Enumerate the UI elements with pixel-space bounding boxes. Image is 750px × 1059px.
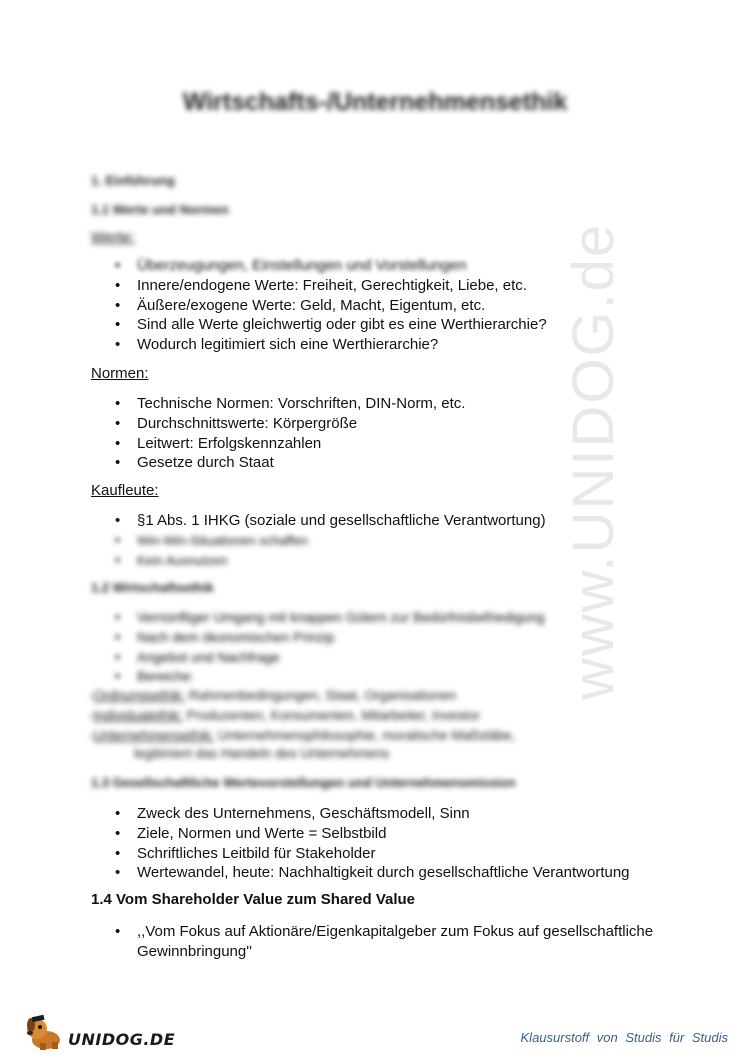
list-item: • Vernünftiger Umgang mit knappen Gütern zur Bedürfnisbefriedigung [91, 608, 691, 628]
normen-label: Normen: [91, 365, 149, 382]
description: Produzenten, Konsumenten, Mitarbeiter, Investor [182, 708, 480, 723]
list-item: • Durchschnittswerte: Körpergröße [91, 414, 691, 434]
list-item: • Wodurch legitimiert sich eine Werthierarchie? [91, 335, 691, 355]
section-heading-1-4: 1.4 Vom Shareholder Value zum Shared Value [91, 891, 416, 908]
quote-line-2: Gewinnbringung'' [137, 942, 252, 960]
list-item: • Überzeugungen, Einstellungen und Vorstellungen [91, 256, 691, 276]
list-item: • Gesetze durch Staat [91, 453, 691, 473]
list-item: • Leitwert: Erfolgskennzahlen [91, 434, 691, 454]
bereich-individualethik: -Individualethik: Produzenten, Konsumenten, Mitarbeiter, Investor [89, 708, 480, 723]
list-item: • Zweck des Unternehmens, Geschäftsmodell, Sinn [91, 804, 691, 824]
section-heading-1-2: 1.2 Wirtschaftsethik [91, 580, 214, 595]
list-item: • Schriftliches Leitbild für Stakeholder [91, 844, 691, 864]
term: Ordnungsethik: [93, 688, 186, 703]
description: Unternehmensphilosophie, moralische Maßstäbe, [214, 728, 516, 743]
term: Individualethik: [93, 708, 183, 723]
bereich-ordnungsethik: -Ordnungsethik: Rahmenbedingungen, Staat, Organisationen [89, 688, 457, 703]
kaufleute-list [91, 511, 691, 570]
list-item: • Wertewandel, heute: Nachhaltigkeit durch gesellschaftliche Verantwortung [91, 863, 691, 883]
list-item: • Angebot und Nachfrage [91, 648, 691, 668]
dog-mascot-icon [22, 1012, 68, 1052]
list-item: • Äußere/exogene Werte: Geld, Macht, Eigentum, etc. [91, 296, 691, 316]
list-item: • Nach dem ökonomischen Prinzip [91, 628, 691, 648]
list-item: • Technische Normen: Vorschriften, DIN-Norm, etc. [91, 394, 691, 414]
list-item: • Kein Ausnutzen [91, 551, 691, 571]
term: Unternehmensethik: [93, 728, 215, 743]
section-heading-1-1: 1.1 Werte und Normen [91, 202, 229, 217]
bereich-unternehmensethik: -Unternehmensethik: Unternehmensphilosophie, moralische Maßstäbe, [89, 728, 516, 743]
mission-list [91, 804, 691, 883]
kaufleute-label: Kaufleute: [91, 482, 159, 499]
quote-line-1: ,,Vom Fokus auf Aktionäre/Eigenkapitalgeber zum Fokus auf gesellschaftliche [137, 923, 654, 940]
footer-tagline: Klausurstoff von Studis für Studis [520, 1030, 728, 1045]
werte-label: Werte: [91, 229, 135, 246]
list-item: • Win-Win-Situationen schaffen [91, 531, 691, 551]
list-item: • Ziele, Normen und Werte = Selbstbild [91, 824, 691, 844]
list-item: • §1 Abs. 1 IHKG (soziale und gesellschaftliche Verantwortung) [91, 511, 691, 531]
list-item: • Bereiche: [91, 667, 691, 687]
list-item [91, 922, 691, 961]
list-item: • Sind alle Werte gleichwertig oder gibt es eine Werthierarchie? [91, 315, 691, 335]
normen-list [91, 394, 691, 473]
shared-value-list [91, 922, 691, 961]
werte-list [91, 256, 691, 355]
document-title: Wirtschafts-/Unternehmensethik [182, 88, 568, 116]
unidog-logo [22, 1012, 176, 1052]
section-heading-1-3: 1.3 Gesellschaftliche Wertevorstellungen und Unternehmensmission [91, 775, 516, 790]
description: Rahmenbedingungen, Staat, Organisationen [185, 688, 457, 703]
section-heading-1: 1. Einführung [91, 173, 175, 188]
wirtschaftsethik-list [91, 608, 691, 687]
watermark: www.UNIDOG.de [561, 222, 626, 700]
logo-wordmark: UNIDOG.DE [68, 1030, 176, 1049]
list-item: • Innere/endogene Werte: Freiheit, Gerechtigkeit, Liebe, etc. [91, 276, 691, 296]
bereich-unternehmensethik-continued: legitimiert das Handeln des Unternehmens [134, 746, 390, 761]
